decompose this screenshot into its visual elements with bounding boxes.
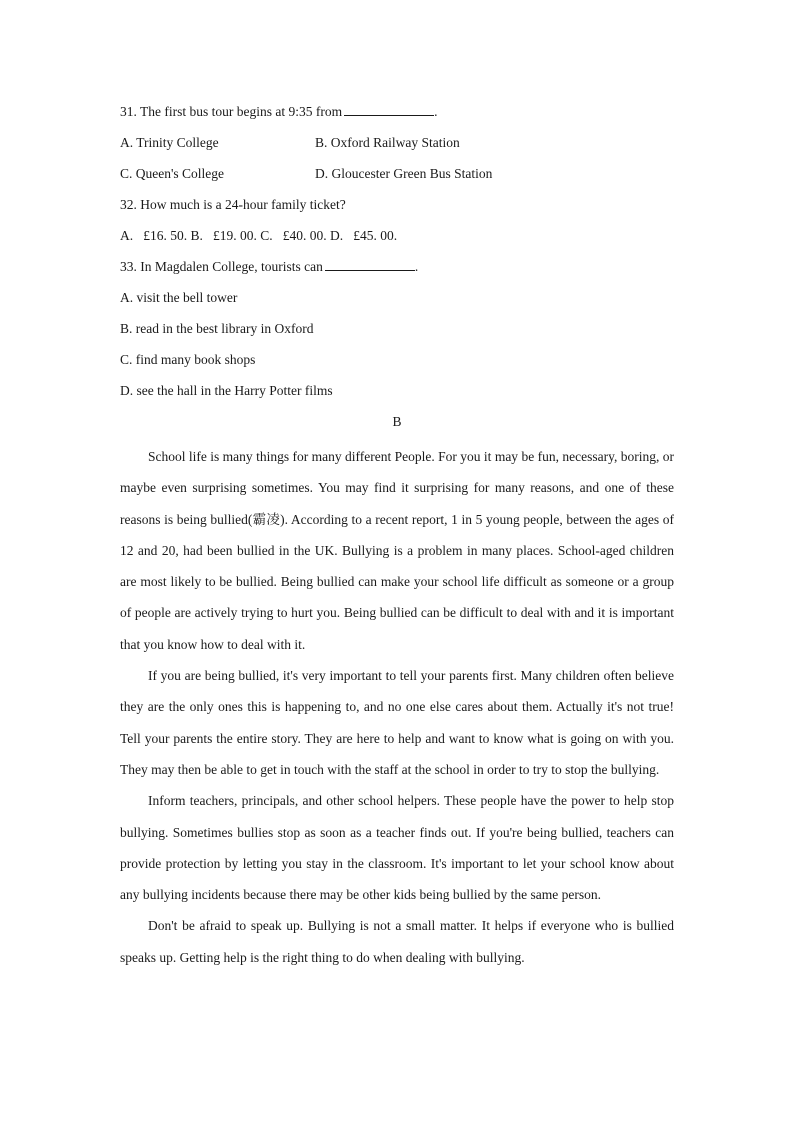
section-label: B [392, 414, 402, 429]
option-d: D. Gloucester Green Bus Station [315, 166, 493, 181]
option-d: D. see the hall in the Harry Potter films [120, 383, 333, 398]
question-31-options-row-1 [120, 131, 674, 162]
option-c: C. Queen's College [120, 166, 225, 181]
question-31-end: . [434, 104, 438, 119]
question-33-end: . [414, 259, 419, 274]
option-a: A. Trinity College [120, 135, 219, 150]
passage-paragraph-1: School life is many things for many different People. For you it may be fun, necessary, boring, or maybe even surprising sometimes. You may find it surprising for many reasons, and one of these reasons is being bullied(霸凌). According to a recent report, 1 in 5 young people, between the ages of 12 and 20, had been bullied in the UK. Bullying is a problem in many places. School-aged children are most likely to be bullied. Being bullied can make your school life difficult as someone or a group of people are actively trying to hurt you. Being bullied can be difficult to deal with and it is important that you know how to deal with it. [120, 449, 674, 652]
passage-paragraph-2: If you are being bullied, it's very important to tell your parents first. Many children often believe they are the only ones this is happening to, and no one else cares about them. Actually it's not true! Tell your parents the entire story. They are here to help and want to know what is going on with you. They may then be able to get in touch with the staff at the school in order to try to stop the bullying. [120, 668, 674, 777]
option-b: B. Oxford Railway Station [315, 135, 460, 150]
question-32-stem: 32. How much is a 24-hour family ticket? [120, 197, 346, 212]
answer-blank [325, 256, 415, 271]
question-31-text: 31. The first bus tour begins at 9:35 from [120, 104, 343, 119]
option-c: C. find many book shops [120, 352, 256, 367]
question-32-options: A. £16. 50. B. £19. 00. C. £40. 00. D. £45. 00. [120, 228, 398, 243]
question-31-options-row-2 [120, 162, 674, 193]
question-33-text: 33. In Magdalen College, tourists can [120, 259, 323, 274]
option-a: A. visit the bell tower [120, 290, 238, 305]
document-page [120, 100, 674, 973]
passage-paragraph-4: Don't be afraid to speak up. Bullying is not a small matter. It helps if everyone who is bullied speaks up. Getting help is the right thing to do when dealing with bullying. [120, 918, 674, 965]
option-b: B. read in the best library in Oxford [120, 321, 314, 336]
answer-blank [344, 101, 434, 116]
passage-paragraph-3: Inform teachers, principals, and other school helpers. These people have the power to help stop bullying. Sometimes bullies stop as soon as a teacher finds out. If you're being bullied, teachers can provide protection by letting you stay in the classroom. It's important to let your school know about any bullying incidents because there may be other kids being bullied by the same person. [120, 793, 674, 903]
question-31-stem [120, 100, 674, 131]
question-33-stem [120, 255, 674, 286]
